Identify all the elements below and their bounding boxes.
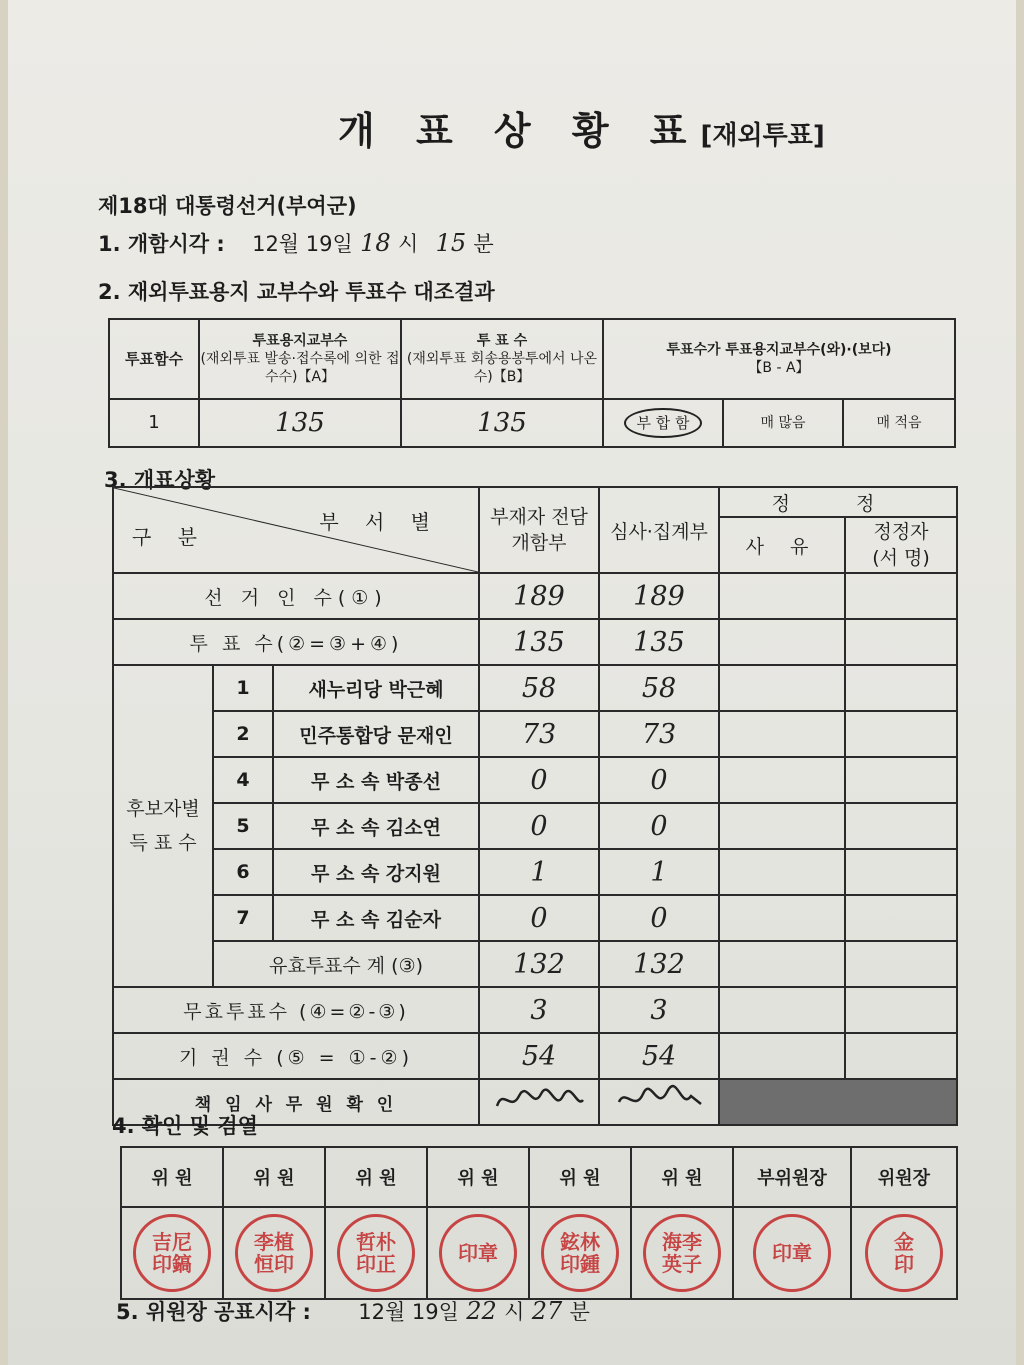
page-title <box>338 100 825 155</box>
section-4-heading: 4. 확인 및 검열 <box>112 1114 258 1138</box>
turnout-a: 135 <box>479 619 599 665</box>
row-turnout <box>113 619 957 665</box>
seal-cell <box>325 1207 427 1299</box>
row-abstain <box>113 1033 957 1079</box>
abstain-corrector <box>845 1033 957 1079</box>
col-review: 심사·집계부 <box>599 487 719 573</box>
candidate-corrector <box>845 895 957 941</box>
table-row <box>113 895 957 941</box>
title-main: 개 표 상 황 표 <box>338 109 701 153</box>
col-votes-title: 투 표 수 <box>476 333 528 349</box>
header-diagonal-cell <box>113 487 479 573</box>
candidate-no: 5 <box>213 803 273 849</box>
col-compare <box>603 319 955 399</box>
invalid-label: 무효투표수 (④=②-③) <box>113 987 479 1033</box>
open-time-label: 1. 개함시각 : <box>98 232 225 256</box>
candidate-a: 0 <box>479 757 599 803</box>
announce-hour: 22 <box>466 1297 497 1325</box>
electors-reason <box>719 573 845 619</box>
abstain-reason <box>719 1033 845 1079</box>
candidate-reason <box>719 849 845 895</box>
electors-corrector <box>845 573 957 619</box>
col-absentee: 부재자 전담 개함부 <box>479 487 599 573</box>
candidate-name: 새누리당 박근혜 <box>273 665 479 711</box>
abstain-a: 54 <box>479 1033 599 1079</box>
compare-match <box>603 399 723 447</box>
vote-count-table <box>112 486 958 1126</box>
candidate-no: 4 <box>213 757 273 803</box>
compare-more: 매 많음 <box>723 399 843 447</box>
dept-label: 부 서 별 <box>319 510 440 534</box>
col-box-count: 투표함수 <box>109 319 199 399</box>
table-row <box>113 849 957 895</box>
inspector-header: 위 원 <box>223 1147 325 1207</box>
officer-label: 책 임 사 무 원 확 인 <box>113 1079 479 1125</box>
election-name: 제18대 대통령선거(부여군) <box>98 194 357 218</box>
red-seal-stamp: 金 印 <box>865 1214 943 1292</box>
valid-b: 132 <box>599 941 719 987</box>
red-seal-stamp: 鉉林 印鍾 <box>541 1214 619 1292</box>
electors-label: 선 거 인 수(①) <box>113 573 479 619</box>
col-issued-title: 투표용지교부수 <box>252 333 348 349</box>
red-seal-stamp: 印章 <box>439 1214 517 1292</box>
match-circled: 부 합 함 <box>624 408 701 438</box>
candidate-no: 2 <box>213 711 273 757</box>
open-time-line <box>98 228 494 258</box>
section-3-heading: 3. 개표상황 <box>104 468 216 492</box>
inspector-header: 위 원 <box>427 1147 529 1207</box>
col-corrector: 정정자 (서 명) <box>845 517 957 573</box>
inspection-table <box>120 1146 958 1300</box>
inspector-header: 위 원 <box>121 1147 223 1207</box>
candidate-reason <box>719 757 845 803</box>
candidate-a: 1 <box>479 849 599 895</box>
candidate-b: 73 <box>599 711 719 757</box>
announce-hour-unit: 시 <box>504 1300 525 1324</box>
col-votes-note: (재외투표 회송용봉투에서 나온 수)【B】 <box>406 351 598 385</box>
candidate-corrector <box>845 803 957 849</box>
table-row <box>113 757 957 803</box>
col-compare-note: 【B - A】 <box>748 360 810 376</box>
vice-chair-header: 부위원장 <box>733 1147 851 1207</box>
electors-b: 189 <box>599 573 719 619</box>
abstain-b: 54 <box>599 1033 719 1079</box>
valid-label: 유효투표수 계 (③) <box>213 941 479 987</box>
electors-a: 189 <box>479 573 599 619</box>
seal-cell <box>529 1207 631 1299</box>
valid-reason <box>719 941 845 987</box>
seal-cell <box>223 1207 325 1299</box>
seal-cell <box>851 1207 957 1299</box>
invalid-reason <box>719 987 845 1033</box>
valid-a: 132 <box>479 941 599 987</box>
turnout-reason <box>719 619 845 665</box>
seal-cell <box>427 1207 529 1299</box>
seal-cell <box>733 1207 851 1299</box>
candidate-no: 7 <box>213 895 273 941</box>
candidate-no: 1 <box>213 665 273 711</box>
invalid-corrector <box>845 987 957 1033</box>
candidate-b: 0 <box>599 895 719 941</box>
candidate-b: 0 <box>599 803 719 849</box>
open-minute: 15 <box>435 229 467 257</box>
table-row <box>113 803 957 849</box>
col-reason: 사 유 <box>719 517 845 573</box>
seal-cell <box>631 1207 733 1299</box>
red-seal-stamp: 哲朴 印正 <box>337 1214 415 1292</box>
table-row <box>113 711 957 757</box>
row-invalid <box>113 987 957 1033</box>
announce-label: 5. 위원장 공표시각 : <box>116 1300 311 1324</box>
turnout-corrector <box>845 619 957 665</box>
document-page <box>8 0 1016 1365</box>
candidate-name: 무 소 속 강지원 <box>273 849 479 895</box>
category-label: 구 분 <box>132 525 207 549</box>
candidate-name: 무 소 속 김소연 <box>273 803 479 849</box>
issued-value: 135 <box>199 399 401 447</box>
candidate-corrector <box>845 849 957 895</box>
candidate-a: 0 <box>479 803 599 849</box>
row-valid <box>113 941 957 987</box>
candidate-reason <box>719 711 845 757</box>
candidate-corrector <box>845 757 957 803</box>
turnout-b: 135 <box>599 619 719 665</box>
col-compare-title: 투표수가 투표용지교부수(와)·(보다) <box>666 342 892 358</box>
open-minute-unit: 분 <box>473 232 494 256</box>
officer-shaded-cell <box>719 1079 957 1125</box>
row-electors <box>113 573 957 619</box>
signature-scribble <box>609 1082 709 1118</box>
compare-less: 매 적음 <box>843 399 955 447</box>
open-hour-unit: 시 <box>397 232 419 256</box>
red-seal-stamp: 李植 恒印 <box>235 1214 313 1292</box>
inspector-header: 위 원 <box>529 1147 631 1207</box>
inspector-header: 위 원 <box>631 1147 733 1207</box>
col-issued <box>199 319 401 399</box>
col-issued-note: (재외투표 발송·접수록에 의한 접수수)【A】 <box>200 351 400 385</box>
candidate-a: 0 <box>479 895 599 941</box>
candidate-reason <box>719 895 845 941</box>
turnout-label: 투 표 수(②=③+④) <box>113 619 479 665</box>
announce-date: 12월 19일 <box>358 1300 459 1324</box>
title-sub: [재외투표] <box>700 121 825 151</box>
valid-corrector <box>845 941 957 987</box>
officer-signature-b <box>599 1079 719 1125</box>
candidate-reason <box>719 803 845 849</box>
candidate-corrector <box>845 711 957 757</box>
ballot-reconciliation-table <box>108 318 956 448</box>
candidate-name: 무 소 속 박종선 <box>273 757 479 803</box>
announce-time-line <box>116 1296 590 1326</box>
signature-scribble <box>489 1082 589 1118</box>
red-seal-stamp: 吉尼 印鎬 <box>133 1214 211 1292</box>
candidate-group-label: 후보자별 득 표 수 <box>113 665 213 987</box>
candidate-b: 58 <box>599 665 719 711</box>
red-seal-stamp: 印章 <box>753 1214 831 1292</box>
candidate-no: 6 <box>213 849 273 895</box>
table-row <box>113 665 957 711</box>
col-votes <box>401 319 603 399</box>
seal-cell <box>121 1207 223 1299</box>
inspector-header: 위 원 <box>325 1147 427 1207</box>
box-count-value: 1 <box>109 399 199 447</box>
announce-minute-unit: 분 <box>569 1300 590 1324</box>
candidate-a: 73 <box>479 711 599 757</box>
open-hour: 18 <box>360 229 391 257</box>
section-2-heading: 2. 재외투표용지 교부수와 투표수 대조결과 <box>98 280 495 304</box>
col-correction: 정 정 <box>719 487 957 517</box>
candidate-b: 0 <box>599 757 719 803</box>
candidate-corrector <box>845 665 957 711</box>
votes-value: 135 <box>401 399 603 447</box>
announce-minute: 27 <box>531 1297 563 1325</box>
invalid-b: 3 <box>599 987 719 1033</box>
abstain-label: 기 권 수 (⑤ = ①-②) <box>113 1033 479 1079</box>
candidate-a: 58 <box>479 665 599 711</box>
candidate-name: 무 소 속 김순자 <box>273 895 479 941</box>
candidate-name: 민주통합당 문재인 <box>273 711 479 757</box>
chair-header: 위원장 <box>851 1147 957 1207</box>
candidate-b: 1 <box>599 849 719 895</box>
officer-signature-a <box>479 1079 599 1125</box>
candidate-reason <box>719 665 845 711</box>
red-seal-stamp: 海李 英子 <box>643 1214 721 1292</box>
invalid-a: 3 <box>479 987 599 1033</box>
open-time-date: 12월 19일 <box>252 232 353 256</box>
